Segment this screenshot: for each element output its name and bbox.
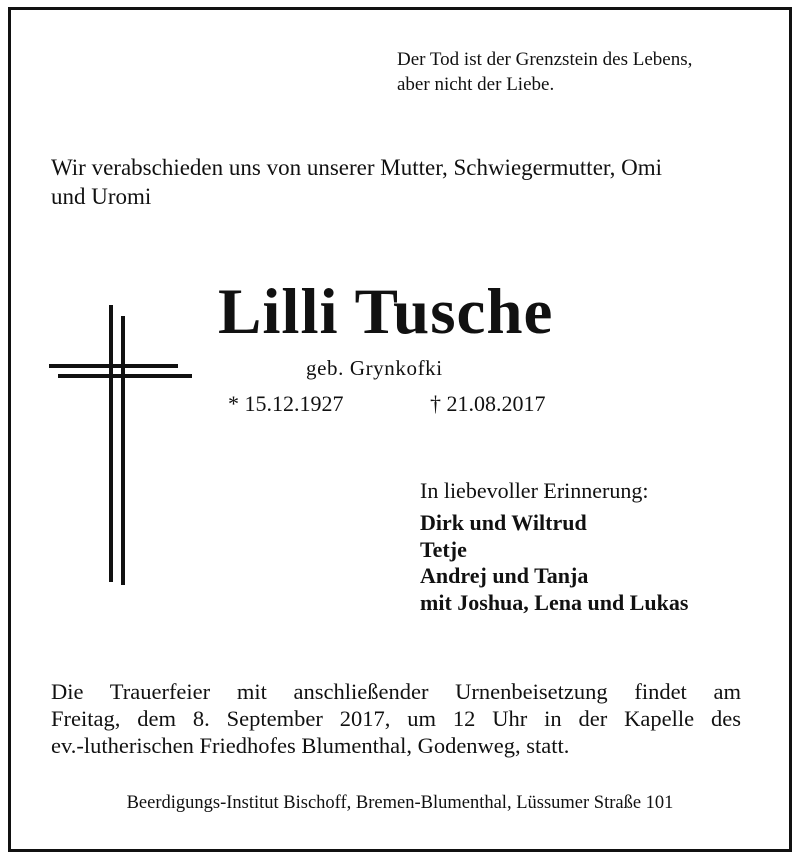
quote-line-1: Der Tod ist der Grenzstein des Lebens, [397,49,693,70]
cross-icon [48,305,198,585]
mourner-name: Andrej und Tanja [420,563,589,588]
funeral-home-footer: Beerdigungs-Institut Bischoff, Bremen-Blumenthal, Lüssumer Straße 101 [126,793,674,813]
cross-horizontal-bar-top [49,364,178,368]
mourner-name: Dirk und Wiltrud [420,510,587,535]
mourner-name: Tetje [420,536,467,562]
epigraph-quote [397,47,757,97]
service-line-2: Freitag, dem 8. September 2017, um 12 Uhr in der Kapelle des [51,706,741,731]
intro-text [51,153,751,211]
mourners-label: In liebevoller Erinnerung: [420,478,649,503]
cross-horizontal-bar-bottom [58,374,192,378]
birth-name: geb. Grynkofki [306,356,443,380]
service-line-1: Die Trauerfeier mit anschließender Urnenbeisetzung findet am [51,679,741,704]
death-date: † 21.08.2017 [430,391,546,416]
cross-vertical-bar-left [109,305,113,582]
quote-line-2: aber nicht der Liebe. [397,74,555,95]
service-line-3: ev.-lutherischen Friedhofes Blumenthal, Godenweg, statt. [51,733,570,758]
deceased-name: Lilli Tusche [218,276,554,348]
intro-line-2: und Uromi [51,184,152,209]
mourner-name: mit Joshua, Lena und Lukas [420,589,689,615]
cross-vertical-bar-right [121,316,125,585]
intro-line-1: Wir verabschieden uns von unserer Mutter, Schwiegermutter, Omi [51,155,663,180]
birth-date: * 15.12.1927 [228,391,344,416]
funeral-service-info [51,678,741,759]
mourners-list [420,510,688,616]
